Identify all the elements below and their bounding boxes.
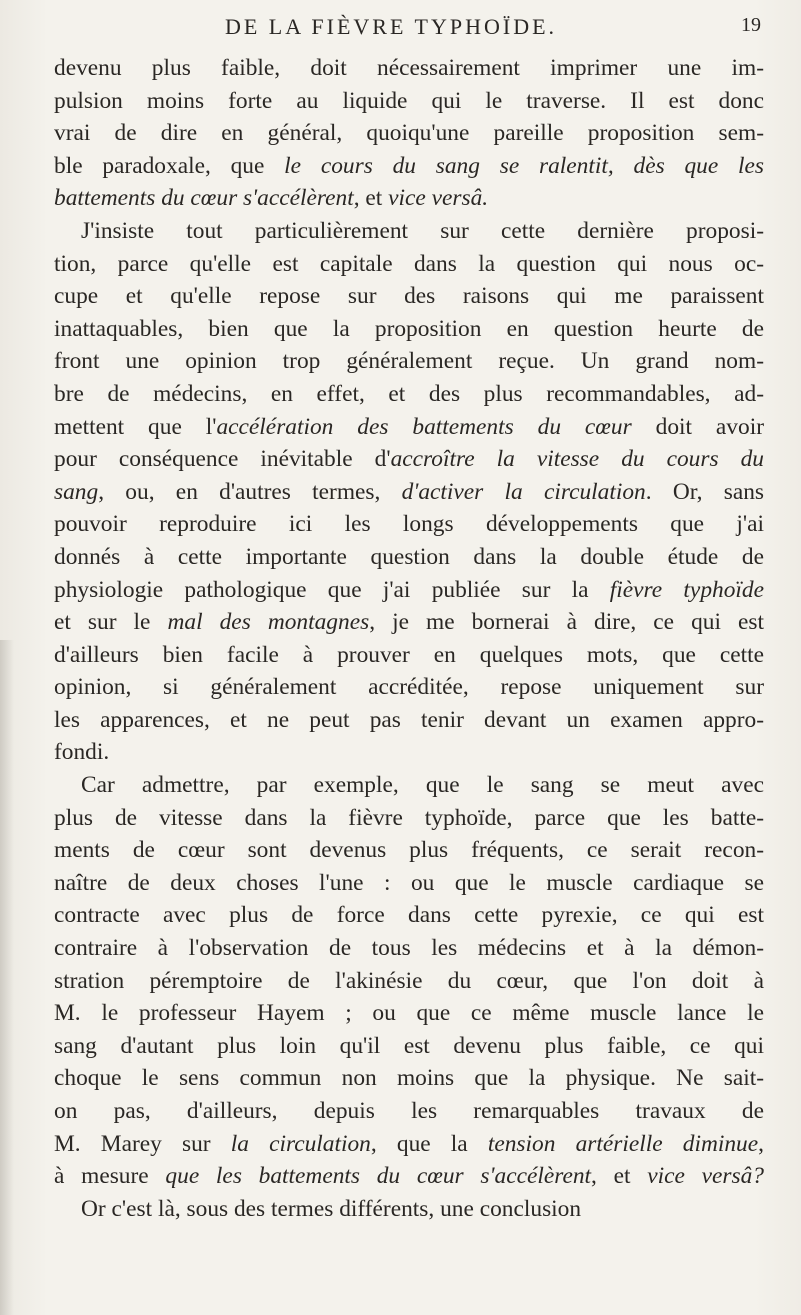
text-line xyxy=(54,182,764,215)
text-line xyxy=(54,834,764,867)
text-line xyxy=(54,965,764,998)
roman-text: Or c'est là, sous des termes différents, une conclusion xyxy=(81,1195,582,1222)
roman-text: et sur le xyxy=(54,609,168,636)
text-line xyxy=(54,476,764,509)
roman-text: opinion, si généralement accréditée, repose uniquement sur xyxy=(54,674,764,701)
text-line xyxy=(54,117,764,150)
text-line xyxy=(54,280,764,313)
text-line xyxy=(54,736,764,769)
roman-text: M. Marey sur xyxy=(54,1130,231,1157)
italic-text: vice versâ. xyxy=(388,185,489,212)
roman-text: ble paradoxale, que xyxy=(54,152,285,179)
roman-text: fondi. xyxy=(54,739,110,766)
roman-text: J'insiste tout particulièrement sur cette dernière proposi- xyxy=(81,217,764,244)
text-line xyxy=(54,411,764,444)
roman-text: plus de vitesse dans la fièvre typhoïde, parce que les batte- xyxy=(54,804,764,831)
italic-text: vice versâ? xyxy=(647,1163,764,1190)
roman-text: sang d'autant plus loin qu'il est devenu plus faible, ce qui xyxy=(54,1032,764,1059)
italic-text: la circulation xyxy=(230,1130,371,1157)
text-line xyxy=(54,867,764,900)
roman-text: , et xyxy=(353,185,389,212)
text-line xyxy=(54,313,764,346)
roman-text: vrai de dire en général, quoiqu'une pareille proposition sem- xyxy=(54,120,764,147)
text-line xyxy=(54,1193,764,1226)
roman-text: pour conséquence inévitable d' xyxy=(54,446,391,473)
italic-text: fièvre typhoïde xyxy=(609,576,764,603)
roman-text: pulsion moins forte au liquide qui le traverse. Il est donc xyxy=(54,87,764,114)
roman-text: d'ailleurs bien facile à prouver en quelques mots, que cette xyxy=(54,641,764,668)
italic-text: sang xyxy=(54,478,99,505)
text-line xyxy=(54,248,764,281)
roman-text: , xyxy=(758,1130,764,1157)
running-title: DE LA FIÈVRE TYPHOÏDE. xyxy=(224,14,558,39)
roman-text: Car admettre, par exemple, que le sang se meut avec xyxy=(81,772,764,799)
body-text xyxy=(54,52,764,1225)
roman-text: , je me bornerai à dire, ce qui est xyxy=(369,609,764,636)
roman-text: inattaquables, bien que la proposition en question heurte de xyxy=(54,315,764,342)
text-line xyxy=(54,704,764,737)
text-line xyxy=(54,541,764,574)
roman-text: cupe et qu'elle repose sur des raisons qui me paraissent xyxy=(54,283,764,310)
text-line xyxy=(54,899,764,932)
text-line xyxy=(54,378,764,411)
italic-text: que les battements du cœur s'accélèrent xyxy=(165,1163,592,1190)
italic-text: tension artérielle diminue xyxy=(487,1130,759,1157)
roman-text: front une opinion trop généralement reçue. Un grand nom- xyxy=(54,348,764,375)
page-header xyxy=(0,8,801,48)
roman-text: pouvoir reproduire ici les longs développements que j'ai xyxy=(54,511,764,538)
text-line xyxy=(54,345,764,378)
roman-text: , ou, en d'autres termes, xyxy=(98,478,402,505)
italic-text: d'activer la circulation xyxy=(401,478,646,505)
page-number: 19 xyxy=(741,14,761,36)
binding-shadow xyxy=(0,640,14,1315)
text-line xyxy=(54,639,764,672)
text-line xyxy=(54,1095,764,1128)
text-line xyxy=(54,671,764,704)
roman-text: mettent que l' xyxy=(54,413,217,440)
roman-text: choque le sens commun non moins que la physique. Ne sait- xyxy=(54,1065,764,1092)
text-line xyxy=(54,150,764,183)
roman-text: contracte avec plus de force dans cette pyrexie, ce qui est xyxy=(54,902,764,929)
text-line xyxy=(54,1128,764,1161)
italic-text: accélération des battements du cœur xyxy=(216,413,632,440)
roman-text: , et xyxy=(591,1163,648,1190)
text-line xyxy=(54,508,764,541)
roman-text: stration péremptoire de l'akinésie du cœur, que l'on doit à xyxy=(54,967,764,994)
text-line xyxy=(54,85,764,118)
text-line xyxy=(54,932,764,965)
text-line xyxy=(54,802,764,835)
italic-text: accroître la vitesse du cours du xyxy=(390,446,764,473)
text-line xyxy=(54,606,764,639)
text-line xyxy=(54,443,764,476)
text-line xyxy=(54,215,764,248)
text-line xyxy=(54,997,764,1030)
roman-text: donnés à cette importante question dans la double étude de xyxy=(54,543,764,570)
roman-text: tion, parce qu'elle est capitale dans la question qui nous oc- xyxy=(54,250,764,277)
roman-text: doit avoir xyxy=(631,413,764,440)
roman-text: naître de deux choses l'une : ou que le muscle cardiaque se xyxy=(54,869,764,896)
roman-text: à mesure xyxy=(54,1163,166,1190)
roman-text: bre de médecins, en effet, et des plus recommandables, ad- xyxy=(54,380,764,407)
text-line xyxy=(54,1062,764,1095)
italic-text: battements du cœur s'accélèrent xyxy=(54,185,354,212)
text-line xyxy=(54,1160,764,1193)
roman-text: on pas, d'ailleurs, depuis les remarquables travaux de xyxy=(54,1098,764,1124)
text-line xyxy=(54,769,764,802)
roman-text: contraire à l'observation de tous les médecins et à la démon- xyxy=(54,935,764,962)
text-line xyxy=(54,52,764,85)
roman-text: les apparences, et ne peut pas tenir devant un examen appro- xyxy=(54,706,764,733)
italic-text: le cours du sang se ralentit, dès que les xyxy=(284,152,765,179)
roman-text: devenu plus faible, doit nécessairement imprimer une im- xyxy=(54,55,764,81)
roman-text: . Or, sans xyxy=(645,478,765,505)
text-line xyxy=(54,1030,764,1063)
roman-text: M. le professeur Hayem ; ou que ce même muscle lance le xyxy=(54,1000,764,1027)
roman-text: ments de cœur sont devenus plus fréquents, ce serait recon- xyxy=(54,837,764,864)
roman-text: physiologie pathologique que j'ai publiée sur la xyxy=(54,576,610,603)
italic-text: mal des montagnes xyxy=(167,609,370,636)
text-line xyxy=(54,574,764,607)
roman-text: , que la xyxy=(370,1130,488,1157)
